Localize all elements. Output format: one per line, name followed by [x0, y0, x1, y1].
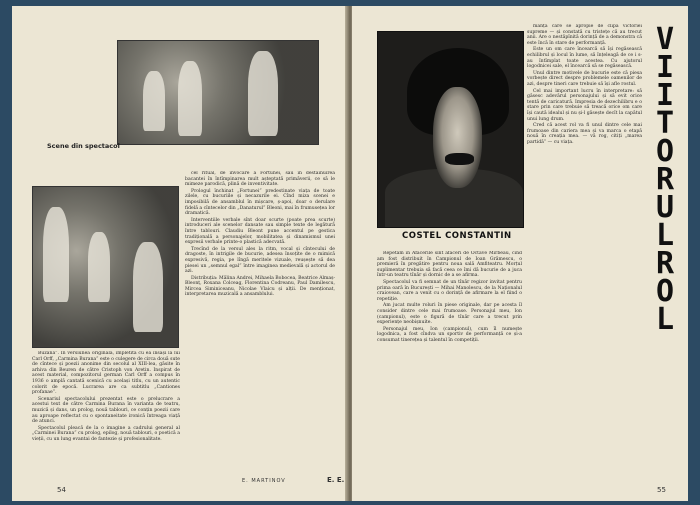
- left-text-column-1: Buzana”. In versiunea originală, împletită cu ea însăși la lui Carl Orff, „Carmina Burana” este o culegere de circa două sute de cîntece și poezii anonime din secolul al XIII-lea, găsite în arhiva din Beuren de către Cristoph von Aretin. Inspirat de acest material, compozitorul german Carl Orff a compus în 1936 o amplă cantată scenică cu același titlu, cu un autentic colorit de epocă. Lucrarea are ca subtitlu „Cantiones profanae”. Scenariul spectacolului prezentat este o prelucrare a acestui text de către Carmina Burana în varianta de teatru, muzică și dans, un prolog, nouă tablouri, ce conțin poezii care au aproape reflectat cu o spontaneitate ironică întreaga viață de atunci. Spectacolul pleacă de la o imagine a cadrului general al „Carminei Burana” cu prolog, epilog, nouă tablouri, o poetică a vieții, cu un lung evantai de fantezie și profesionalitate.: [32, 351, 180, 442]
- right-page: [352, 6, 688, 501]
- right-text-column-1: Repetam în Afacerile sînt afaceri de Octave Mirbeau, cînd am fost distribuit în Campionul de Ioan Grămescu, o premieră în pregătire pentru noua sală Amfiteatru. Morțul suplimentar trebuia să facă ceea ce îmi dă bucurie de a juca într-un teatru tînăr și dornic de a se afirma. Spectacolul va fi semnat de un tînăr regizor invitat pentru prima oară în București — Mihai Manolescu, de la Naționalul craiovean, care a venit cu o dorință de afirmare la el fiind o repetiție. Am jucat multe roluri în piese originale, dar pe acesta îl consider dintre cele mai frumoase. Personajul meu, Ion (campionul), este o figură de tînăr care a trecut prin experiențe neobișnuite. Personajul meu, Ion (campionul), cum îl numește logodnica, a fost cîndva un sportiv de performanță ce și-a consumat tinerețea și talentul în competiții.: [377, 251, 522, 343]
- author-signature: E. E.: [327, 476, 345, 484]
- left-text-column-2: cel ritual, de invocare a Fortunei, sau în destăinuirea bacantei în întîmpinarea mult așteptată primăverii, ce să le mimeze parodică, plină de inventivitate. Prologul închinat „Fortunei” predestinate viața de toate zilele, cu bucuriile și necazurile ei. Cînd miza scenei e imposibilă de ansamblul în mișcare, ș-apoi, doar o derulare fidelă a cîntecelor din „Danaturul” Bleoni, mai în frumusețea lor dramatică. Interventiile verbale sînt doar scurte (poate prea scurte) introduceri ale scenelor dansate sau simple texte de legătură între tablouri. Claudiu Bleont pune accentul pe gestica tradițională a personajelor, mobilitatea și dinamismul unei expresii verbale printe-o plastică adecvată. Trecînd de la versul ales la ritm, vocal și cîntecului de dragoste, în intrigile de bucurie, adesea însoțite de o mimică expresivă, regia, pe lîngă meritele vizuale, reușește să dea piesei un „semnul egal” între imaginea medievală și actorul de azi. Distribuția: Mălina Andrei, Mihaela Bobocea, Beatrice Almaș-Bleonț, Roxana Colceag, Florentina Codreanu, Paul Damilescu, Mircea Siminiceanu, Nicolae Vlaicu și alții. De menționat, interpretarea muzicală a ansamblului.: [185, 171, 335, 298]
- right-page-number: 55: [657, 486, 666, 494]
- vertical-title: V I I T O R U L R O L: [655, 22, 675, 337]
- actor-name: COSTEL CONSTANTIN: [402, 231, 512, 241]
- stage-photo-top: [117, 40, 319, 145]
- left-page: [12, 6, 348, 501]
- actor-portrait: [377, 31, 524, 228]
- left-page-number: 54: [57, 486, 66, 494]
- footer-mark: E. MARTINOV: [242, 478, 286, 484]
- photo-caption: Scene din spectacol: [47, 142, 120, 150]
- stage-photo-bottom: [32, 186, 179, 348]
- right-text-column-2: manță care se apropie de clipa victoriei supreme — și constată cu tristețe că au trecut anii. Are o nestăpînită dorință de a demonstra că este încă în stare de performanță. Este un om care încearcă să își regăsească echilibrul și locul în lume, să înțeleagă de ce i s-au întîmplat toate acestea. Cu ajutorul logodnicei sale, el încearcă să se regăsească. Unul dintre motivele de bucurie este că piesa vorbește direct despre problemele oamenilor de azi, despre tineri care trebuie să își afle rostul. Cel mai important lucru în interpretare: să găsesc adevărul personajului și să evit orice tentă de caricatură. Impresia de dezechilibru e o stare prin care trebuie să treacă orice om care își caută idealul și nu și-l găsește decît la capătul unui lung drum. Cred că acest rol va fi unul dintre cele mai frumoase din cariera mea și va marca o etapă nouă în creația mea. — vă rog, citiți „marea partidă” — cu viața.: [527, 24, 642, 145]
